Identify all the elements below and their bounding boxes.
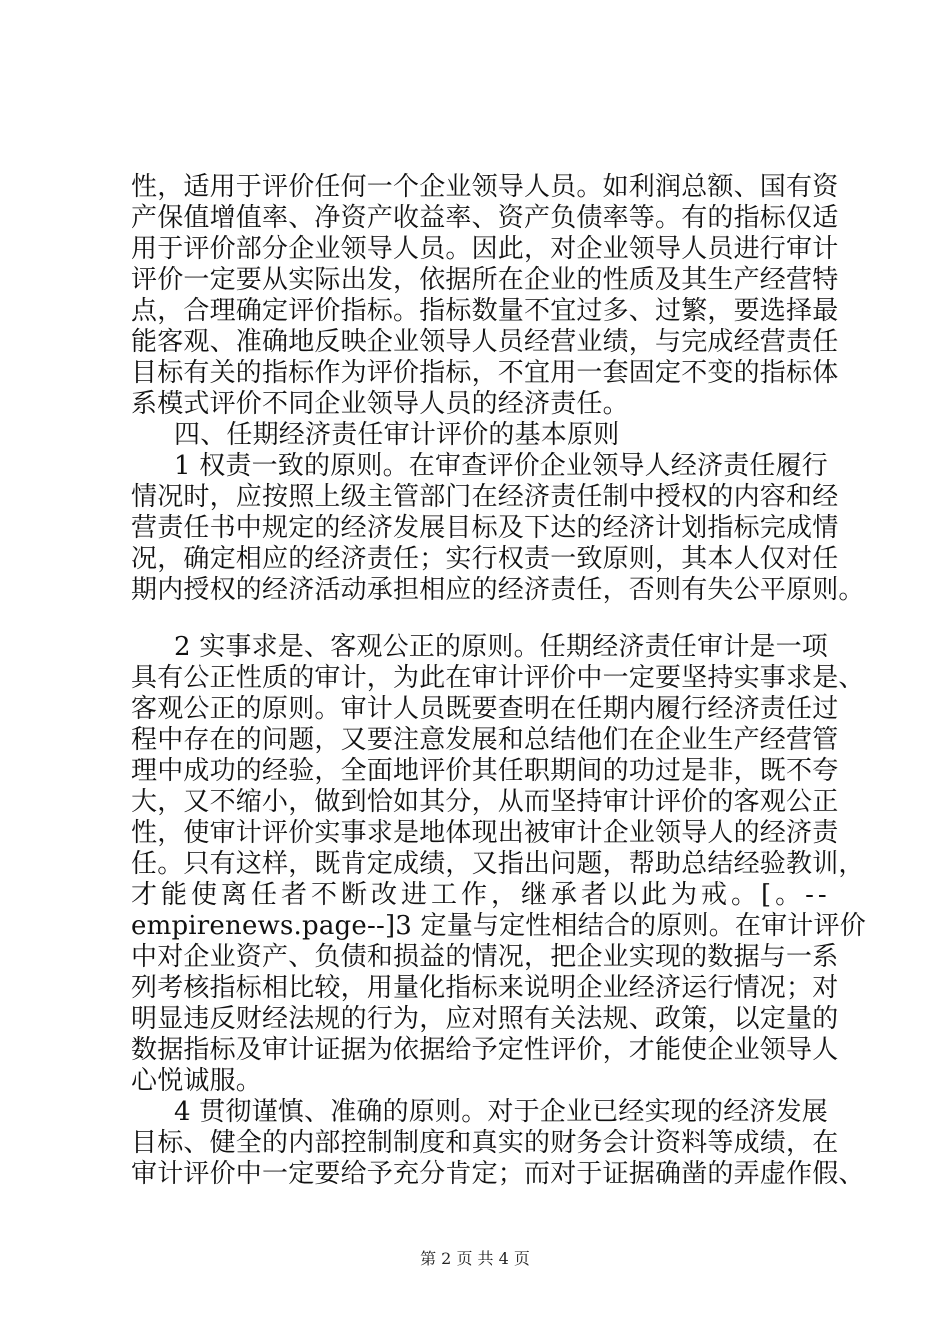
body-text-line: 程中存在的问题，又要注意发展和总结他们在企业生产经营管 <box>131 725 839 755</box>
body-text-line: 列考核指标相比较，用量化指标来说明企业经济运行情况；对 <box>131 973 839 1003</box>
section-heading: 四、任期经济责任审计评价的基本原则 <box>174 420 620 450</box>
body-text-line: 点，合理确定评价指标。指标数量不宜过多、过繁，要选择最 <box>131 296 839 326</box>
page-number-footer: 第 2 页 共 4 页 <box>420 1249 530 1268</box>
body-text-line: 目标、健全的内部控制制度和真实的财务会计资料等成绩，在 <box>131 1128 839 1158</box>
body-text-line: 系模式评价不同企业领导人员的经济责任。 <box>131 389 629 419</box>
body-text-line: 审计评价中一定要给予充分肯定；而对于证据确凿的弄虚作假、 <box>131 1159 865 1189</box>
body-text-line: 4 贯彻谨慎、准确的原则。对于企业已经实现的经济发展 <box>174 1097 829 1127</box>
body-text-line: 明显违反财经法规的行为，应对照有关法规、政策，以定量的 <box>131 1004 839 1034</box>
body-text-line: 用于评价部分企业领导人员。因此，对企业领导人员进行审计 <box>131 234 839 264</box>
body-text-line: 性，适用于评价任何一个企业领导人员。如利润总额、国有资 <box>131 172 839 202</box>
body-text-line: 期内授权的经济活动承担相应的经济责任，否则有失公平原则。 <box>131 575 865 605</box>
body-text-line: empirenews.page--]3 定量与定性相结合的原则。在审计评价 <box>131 911 866 941</box>
body-text-line: 2 实事求是、客观公正的原则。任期经济责任审计是一项 <box>174 632 829 662</box>
body-text-line: 况，确定相应的经济责任；实行权责一致原则，其本人仅对任 <box>131 544 839 574</box>
body-text-line: 目标有关的指标作为评价指标，不宜用一套固定不变的指标体 <box>131 358 839 388</box>
body-text-line: 大，又不缩小，做到恰如其分，从而坚持审计评价的客观公正 <box>131 787 839 817</box>
body-text-line: 才能使离任者不断改进工作，继承者以此为戒。[。-- <box>131 880 831 910</box>
body-text-line: 产保值增值率、净资产收益率、资产负债率等。有的指标仅适 <box>131 203 839 233</box>
body-text-line: 营责任书中规定的经济发展目标及下达的经济计划指标完成情 <box>131 513 839 543</box>
body-text-line: 评价一定要从实际出发，依据所在企业的性质及其生产经营特 <box>131 265 839 295</box>
body-text-line: 理中成功的经验，全面地评价其任职期间的功过是非，既不夸 <box>131 756 839 786</box>
body-text-line: 情况时，应按照上级主管部门在经济责任制中授权的内容和经 <box>131 482 839 512</box>
body-text-line: 能客观、准确地反映企业领导人员经营业绩，与完成经营责任 <box>131 327 839 357</box>
body-text-line: 心悦诚服。 <box>131 1066 263 1096</box>
body-text-line: 具有公正性质的审计，为此在审计评价中一定要坚持实事求是、 <box>131 663 865 693</box>
body-text-line: 1 权责一致的原则。在审查评价企业领导人经济责任履行 <box>174 451 829 481</box>
body-text-line: 性，使审计评价实事求是地体现出被审计企业领导人的经济责 <box>131 818 839 848</box>
body-text-line: 客观公正的原则。审计人员既要查明在任期内履行经济责任过 <box>131 694 839 724</box>
body-text-line: 中对企业资产、负债和损益的情况，把企业实现的数据与一系 <box>131 942 839 972</box>
body-text-line: 任。只有这样，既肯定成绩，又指出问题，帮助总结经验教训， <box>131 849 865 879</box>
body-text-line: 数据指标及审计证据为依据给予定性评价，才能使企业领导人 <box>131 1035 839 1065</box>
